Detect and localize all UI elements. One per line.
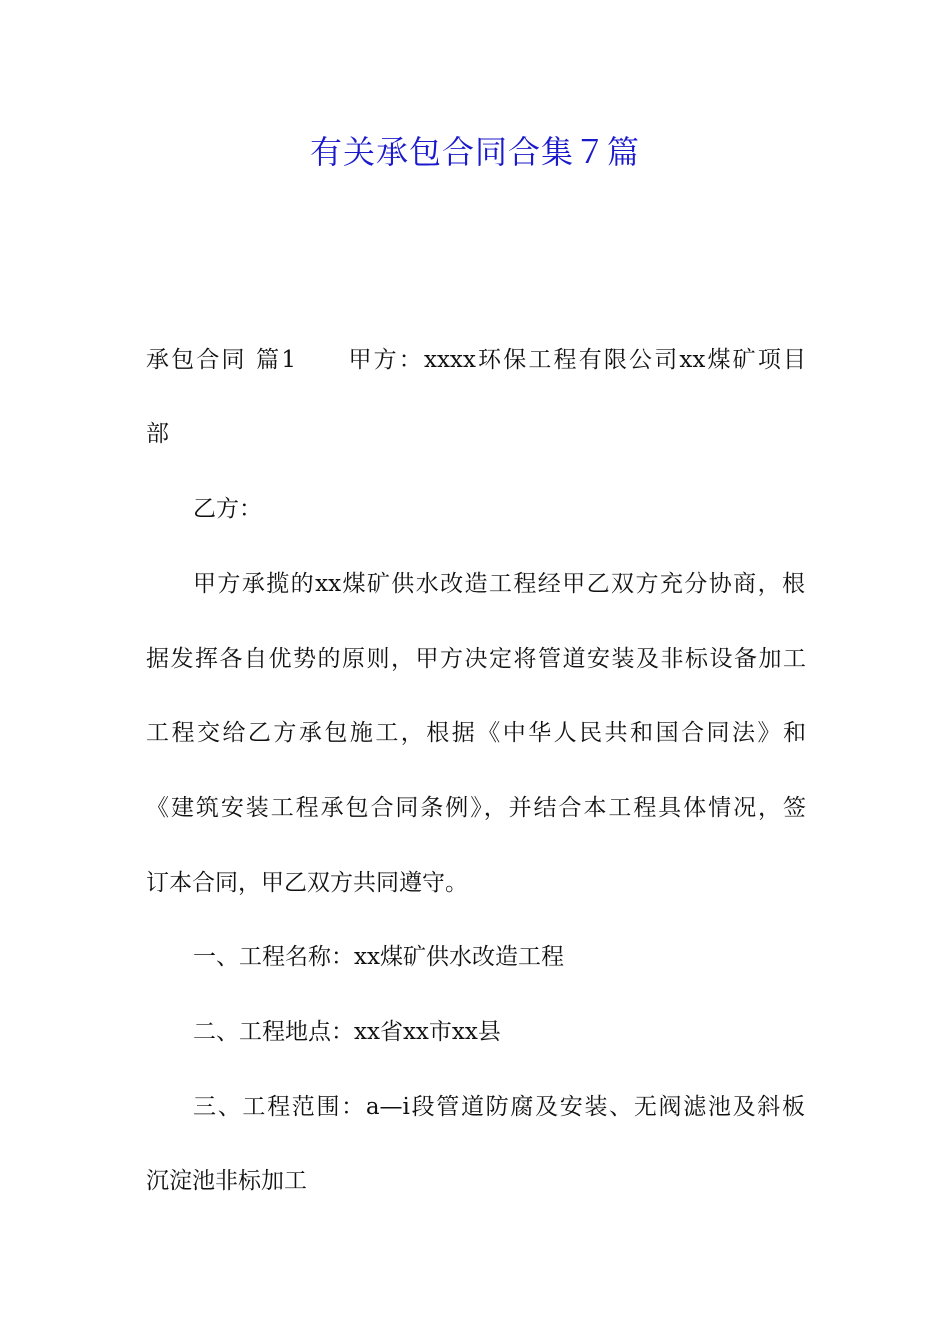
paragraph-line: 一、工程名称：xx煤矿供水改造工程 (193, 944, 564, 970)
paragraph-line: 二、工程地点：xx省xx市xx县 (193, 1019, 501, 1045)
paragraph-line: 乙方： (193, 496, 262, 522)
paragraph-line: 承包合同 篇1 甲方：xxxx环保工程有限公司xx煤矿项目 (146, 347, 806, 373)
paragraph-line: 据发挥各自优势的原则，甲方决定将管道安装及非标设备加工 (146, 646, 806, 672)
paragraph-line: 部 (146, 421, 169, 447)
paragraph-line: 甲方承揽的xx煤矿供水改造工程经甲乙双方充分协商，根 (193, 571, 805, 597)
paragraph-line: 《建筑安装工程承包合同条例》，并结合本工程具体情况，签 (146, 795, 806, 821)
document-title: 有关承包合同合集７篇 (309, 133, 640, 171)
paragraph-line: 沉淀池非标加工 (146, 1168, 307, 1194)
paragraph-line: 工程交给乙方承包施工，根据《中华人民共和国合同法》和 (146, 720, 806, 746)
paragraph-line: 订本合同，甲乙双方共同遵守。 (146, 870, 468, 896)
paragraph-line: 三、工程范围：a—i段管道防腐及安装、无阀滤池及斜板 (193, 1094, 805, 1120)
